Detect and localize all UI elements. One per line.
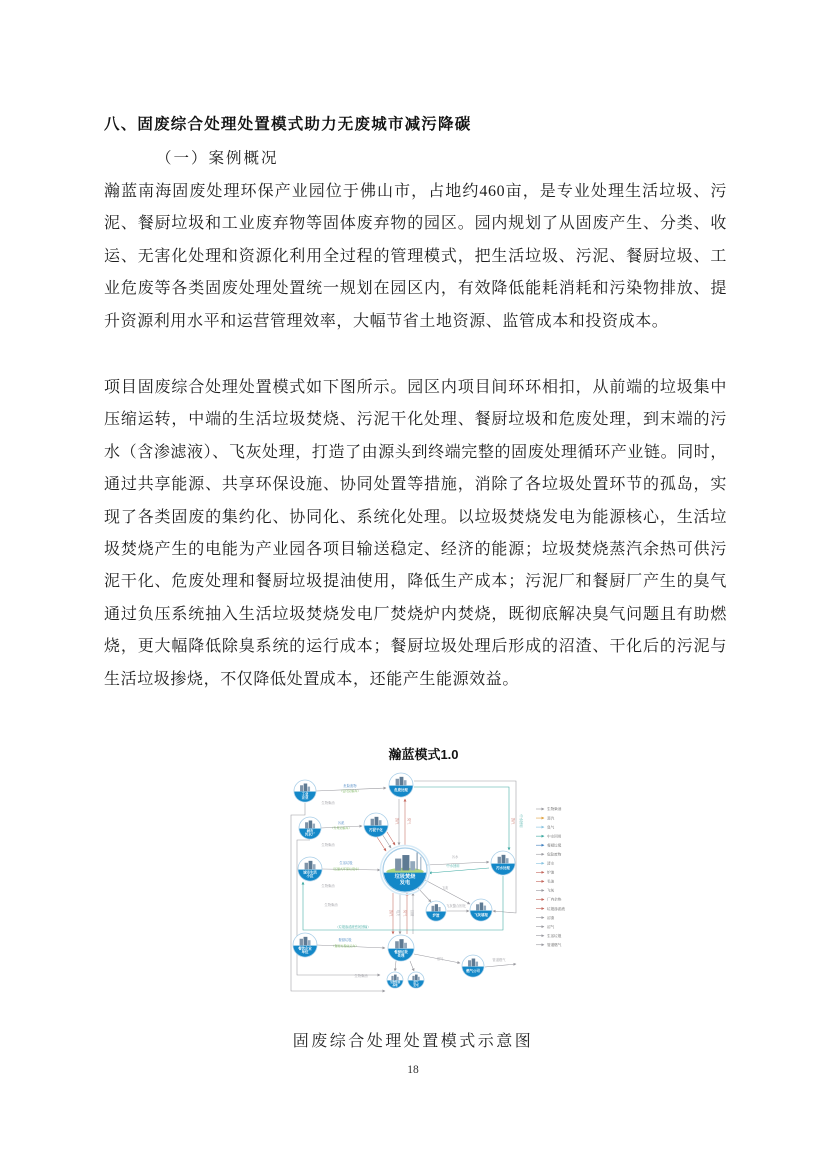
process-diagram (283, 763, 578, 1015)
diagram-node (408, 972, 424, 988)
legend-label: 垃圾渗滤液 (547, 906, 565, 911)
edge-label: 生物柴油 (321, 843, 335, 847)
flow-arrow (377, 837, 386, 851)
diagram-node (298, 857, 322, 882)
edge-label: 沼渣 (410, 909, 414, 917)
edge-label: 飞灰螯合固化 (446, 904, 466, 908)
node-label: 污泥干化 (369, 828, 383, 833)
diagram-node (470, 899, 492, 922)
legend-label: 清水 (547, 861, 555, 866)
edge-label: 中水回用 (446, 864, 460, 868)
node-label: 城市生活 (303, 870, 317, 875)
legend-label: 臭气 (547, 825, 555, 830)
edge-label: 臭气 (403, 909, 407, 917)
legend-label: 厂内余热 (547, 897, 562, 902)
body-paragraph-1: 瀚蓝南海固废处理环保产业园位于佛山市，占地约460亩，是专业处理生活垃圾、污泥、餐厨垃圾和工业废弃物等固体废弃物的园区。园内规划了从固废产生、分类、收运、无害化处理和资源化利用全过程的管理模式，把生活垃圾、污泥、餐厨垃圾、工业危废等各类固废处理处置统一规划在园区内，有效降低能耗消耗和污染物排放、提升资源利用水平和运营管理效率，大幅节省土地资源、监管成本和投资成本。 (104, 183, 727, 330)
diagram-node (388, 935, 414, 962)
diagram-node (426, 901, 446, 922)
edge-label: 飞灰 (441, 886, 449, 890)
node-label: 餐厨垃圾 (394, 949, 408, 954)
flow-arrow (414, 781, 516, 913)
edge-label: 污泥 (337, 821, 345, 825)
edge-label: 餐厨垃圾 (338, 938, 352, 942)
legend-label: 生物柴油 (547, 807, 562, 812)
node-label: 炉渣 (432, 913, 440, 918)
node-label: 城市 (306, 828, 314, 833)
node-label: 单位 (301, 950, 309, 955)
node-label: 生物柴油 (389, 980, 401, 984)
edge-label: 沼气 (436, 957, 444, 961)
flow-arrow (387, 832, 395, 845)
edge-label: （专用运输车） (330, 826, 352, 830)
edge-label: 蒸汽 (395, 817, 399, 825)
edge-label: 生物柴油 (321, 884, 335, 888)
figure-caption: 固废综合处理处置模式示意图 (292, 1033, 534, 1050)
node-label: 餐饮企业 (298, 946, 312, 951)
edge-label: （餐厨垃圾收运车） (331, 944, 359, 948)
node-label: 企业 (301, 795, 309, 800)
flow-arrow (414, 787, 509, 850)
edge-label: 蒸汽 (511, 817, 515, 825)
diagram-node (364, 813, 388, 838)
flow-arrow (485, 964, 516, 967)
edge-label: 生物柴油 (321, 801, 335, 805)
node-label: 处理 (397, 953, 405, 958)
legend-label: 蒸汽 (547, 816, 555, 821)
legend-label: 管道燃气 (547, 942, 562, 947)
body-paragraph-2: 项目固废综合处理处置模式如下图所示。园区内项目间环环相扣，从前端的垃圾集中压缩运转，中端的生活垃圾焚烧、污泥干化处理、餐厨垃圾和危废处理，到末端的污水（含渗滤液）、飞灰处理，打造了由源头到终端完整的固废处理循环产业链。同时，通过共享能源、共享环保设施、协同处置等措施，消除了各垃圾处置环节的孤岛，实现了各类固废的集约化、协同化、系统化处理。以垃圾焚烧发电为能源核心，生活垃圾焚烧产生的电能为产业园各项目输送稳定、经济的能源；垃圾焚烧蒸汽余热可供污泥干化、危废处理和餐厨垃圾提油使用，降低生产成本；污泥厂和餐厨厂产生的臭气通过负压系统抽入生活垃圾焚烧发电厂焚烧炉内焚烧，既彻底解决臭气问题且有助燃烧，更大幅降低除臭系统的运行成本；餐厨垃圾处理后形成的沼渣、干化后的污泥与生活垃圾掺烧，不仅降低处置成本，还能产生能源效益。 (104, 379, 727, 688)
flow-arrow (429, 868, 489, 873)
edge-label: （密闭运输车） (339, 789, 361, 793)
node-label: 小区 (306, 874, 314, 879)
flow-arrow (410, 961, 414, 971)
node-label: 污水处理 (496, 866, 510, 871)
diagram-node (293, 933, 317, 958)
legend-label: 餐厨垃圾 (547, 843, 562, 848)
node-label: 燃气公司 (466, 968, 480, 973)
page-number: 18 (407, 1064, 419, 1076)
diagram-node (381, 846, 430, 895)
flow-arrow (395, 961, 396, 971)
legend-label: 炉渣 (547, 870, 555, 875)
edge-label: 污水 (451, 855, 459, 859)
diagram-node (491, 851, 515, 876)
figure-title: 瀚蓝模式1.0 (388, 747, 459, 762)
edge-label: 管道燃气 (492, 958, 506, 962)
diagram-node (462, 955, 484, 978)
flow-arrow (425, 880, 470, 904)
diagram-legend (536, 806, 565, 947)
node-label: 沼气 (413, 980, 419, 984)
legend-label: 沼气 (547, 924, 555, 929)
node-label: 污水厂 (304, 832, 316, 837)
legend-label: 中水回用 (547, 834, 562, 839)
edge-label: 中水回用 (519, 814, 523, 828)
edge-label: 危险废物 (343, 784, 357, 788)
node-label: 垃圾焚烧 (394, 874, 416, 881)
legend-label: 危险废物 (547, 852, 562, 857)
subsection-heading: （一）案例概况 (156, 150, 279, 167)
diagram-node (387, 972, 403, 988)
node-label: 危废处理 (394, 788, 408, 793)
node-label: 发电 (399, 879, 411, 886)
edge-label: 电力 (396, 909, 400, 917)
diagram-node (299, 817, 321, 840)
legend-label: 生活垃圾 (547, 933, 562, 938)
edge-label: （垃圾渗滤液密闭回输） (335, 925, 371, 929)
diagram-node (389, 773, 413, 798)
edge-label: 生物柴油 (354, 974, 368, 978)
edge-label: 生活垃圾 (339, 861, 353, 865)
section-heading: 八、固废综合处理处置模式助力无废城市减污降碳 (104, 116, 472, 133)
node-label: 飞灰填埋 (474, 912, 488, 917)
legend-label: 毛油 (547, 879, 555, 884)
edge-label: 臭气 (407, 817, 411, 825)
legend-label: 沼渣 (547, 915, 555, 920)
node-label: 工业 (301, 791, 309, 796)
edge-label: 蒸汽 (389, 909, 393, 917)
edge-label: （压缩式环保垃圾车） (330, 867, 362, 871)
edge-label: 生物柴油 (324, 903, 338, 907)
node-label: 发电 (413, 983, 419, 987)
node-label: 基地 (392, 983, 398, 987)
diagram-node (294, 780, 316, 803)
legend-label: 飞灰 (547, 888, 555, 893)
